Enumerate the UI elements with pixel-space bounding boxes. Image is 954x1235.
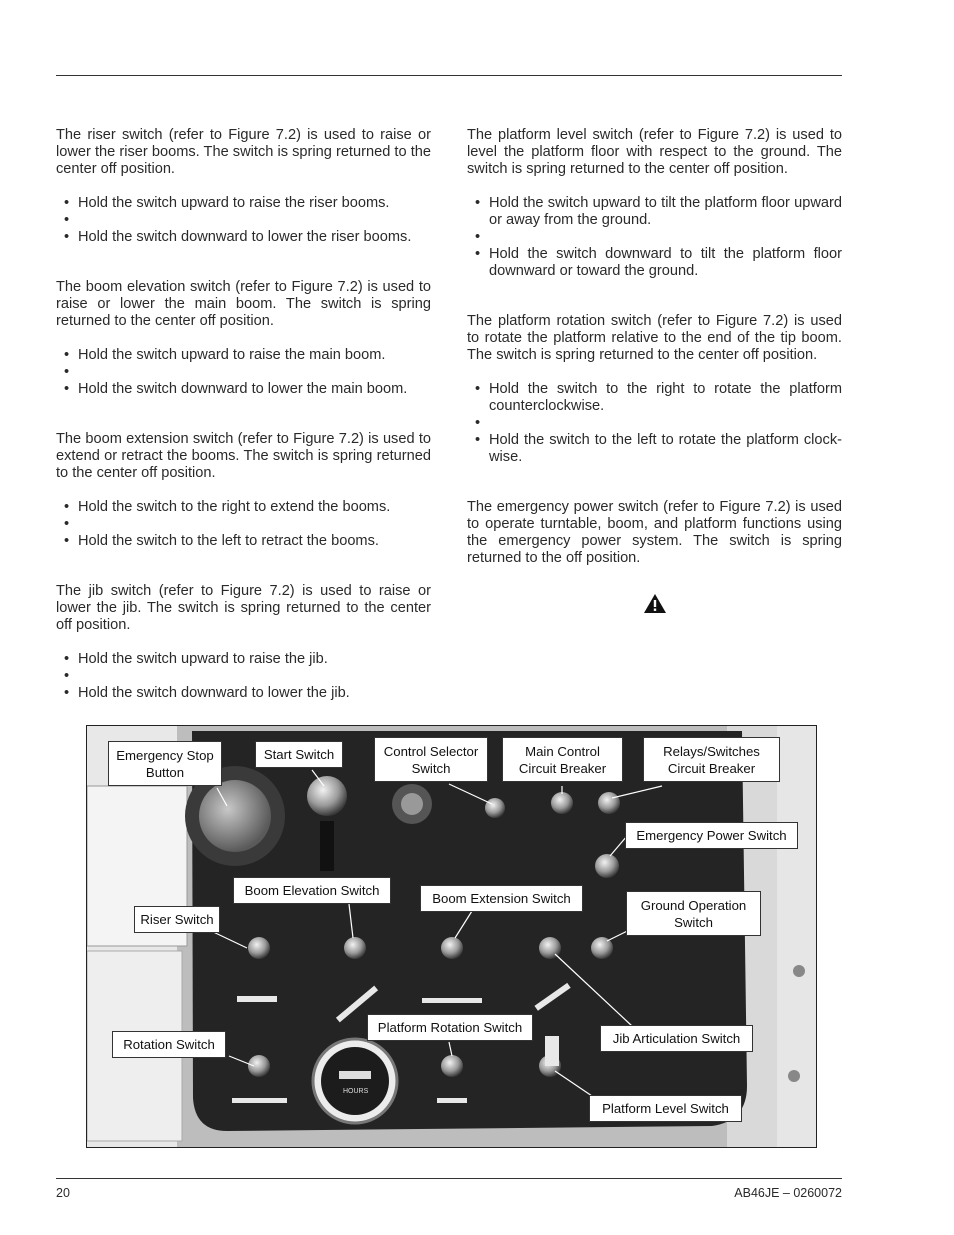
doc-id: AB46JE – 0260072	[734, 1186, 842, 1200]
spacer	[467, 415, 842, 432]
bullet-item: • Hold the switch upward to raise the main boom.	[56, 347, 431, 364]
jib-intro: The jib switch (refer to Figure 7.2) is used to raise or lower the jib. The switch is spring returned to the center off position.	[56, 583, 431, 633]
callout-platform-level: Platform Level Switch	[589, 1095, 742, 1122]
extension-intro: The boom extension switch (refer to Figure 7.2) is used to extend or retract the booms. The switch is spring returned to the center off position.	[56, 431, 431, 481]
left-column	[56, 127, 431, 702]
header-rule	[56, 75, 842, 76]
callout-platform-rotation: Platform Rotation Switch	[367, 1014, 533, 1041]
callout-boom-extension: Boom Extension Switch	[420, 885, 583, 912]
bullet-item: • Hold the switch to the left to rotate the platform clock-wise.	[467, 432, 842, 466]
callout-relays-breaker: Relays/Switches Circuit Breaker	[643, 737, 780, 782]
bullet-item: • Hold the switch downward to lower the main boom.	[56, 381, 431, 398]
rotation-intro: The platform rotation switch (refer to Figure 7.2) is used to rotate the platform relative to the end of the tip boom. The switch is spring returned to the center off position.	[467, 313, 842, 363]
riser-bullets	[56, 195, 431, 246]
bullet-item: • Hold the switch to the right to extend the booms.	[56, 499, 431, 516]
jib-bullets	[56, 651, 431, 702]
hour-meter-label: HOURS	[343, 1088, 369, 1095]
level-bullets	[467, 195, 842, 280]
rotation-bullets	[467, 381, 842, 466]
spacer	[467, 229, 842, 246]
callout-main-control-breaker: Main Control Circuit Breaker	[502, 737, 623, 782]
level-intro: The platform level switch (refer to Figure 7.2) is used to level the platform floor with respect to the ground. The switch is spring returned to the center off position.	[467, 127, 842, 177]
emergency-intro: The emergency power switch (refer to Figure 7.2) is used to operate turntable, boom, and platform functions using the emergency power system. The switch is spring returned to the off position.	[467, 499, 842, 566]
callout-emergency-power: Emergency Power Switch	[625, 822, 798, 849]
riser-intro: The riser switch (refer to Figure 7.2) is used to raise or lower the riser booms. The switch is spring returned to the center off position.	[56, 127, 431, 177]
callout-leaders	[87, 726, 816, 1147]
warning-triangle-icon	[643, 593, 667, 614]
callout-ground-operation: Ground Operation Switch	[626, 891, 761, 936]
right-column	[467, 127, 842, 614]
extension-bullets	[56, 499, 431, 550]
callout-control-selector: Control Selector Switch	[374, 737, 488, 782]
callout-boom-elevation: Boom Elevation Switch	[233, 877, 391, 904]
spacer	[56, 668, 431, 685]
control-panel-figure	[86, 725, 817, 1148]
footer-rule	[56, 1178, 842, 1179]
bullet-item: • Hold the switch upward to raise the jib.	[56, 651, 431, 668]
bullet-item: • Hold the switch downward to lower the jib.	[56, 685, 431, 702]
bullet-item: • Hold the switch to the left to retract the booms.	[56, 533, 431, 550]
callout-riser: Riser Switch	[134, 906, 220, 933]
bullet-item: • Hold the switch downward to tilt the platform floor downward or toward the ground.	[467, 246, 842, 280]
bullet-item: • Hold the switch upward to tilt the platform floor upward or away from the ground.	[467, 195, 842, 229]
elevation-bullets	[56, 347, 431, 398]
elevation-intro: The boom elevation switch (refer to Figure 7.2) is used to raise or lower the main boom. The switch is spring returned to the center off position.	[56, 279, 431, 329]
spacer	[56, 516, 431, 533]
callout-emergency-stop: Emergency Stop Button	[108, 741, 222, 786]
bullet-item: • Hold the switch downward to lower the riser booms.	[56, 229, 431, 246]
callout-start-switch: Start Switch	[255, 741, 343, 768]
callout-jib-articulation: Jib Articulation Switch	[600, 1025, 753, 1052]
bullet-item: • Hold the switch to the right to rotate the platform counterclockwise.	[467, 381, 842, 415]
spacer	[56, 364, 431, 381]
bullet-item: • Hold the switch upward to raise the riser booms.	[56, 195, 431, 212]
page-number: 20	[56, 1186, 70, 1200]
callout-rotation: Rotation Switch	[112, 1031, 226, 1058]
spacer	[56, 212, 431, 229]
